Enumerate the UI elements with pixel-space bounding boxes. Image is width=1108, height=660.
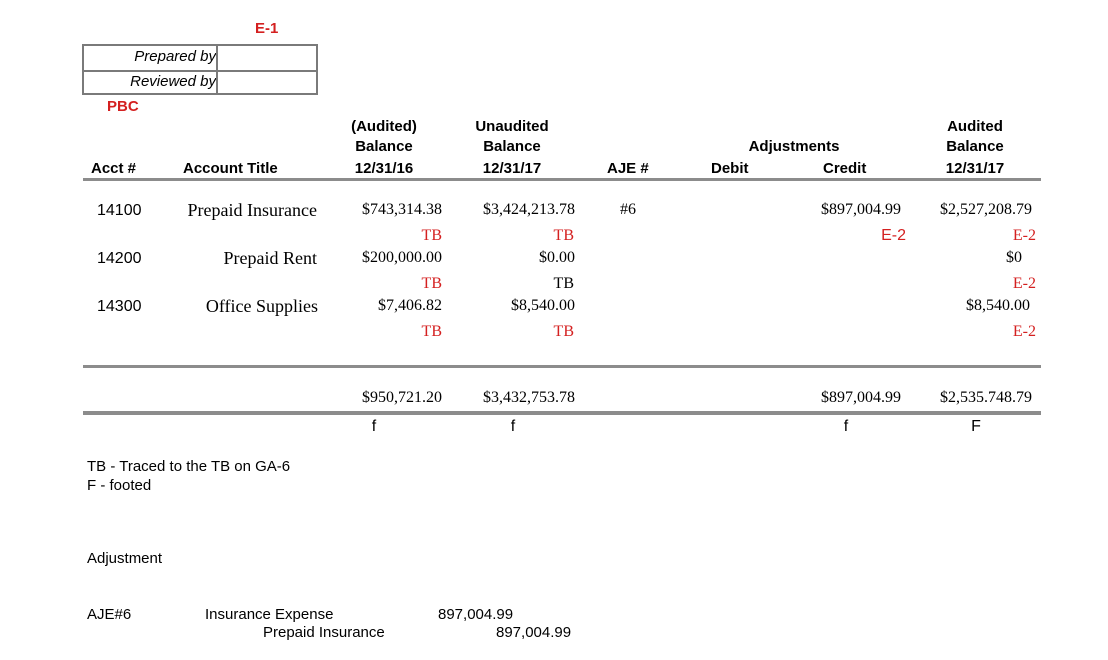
row3-tick-prior: TB	[421, 323, 442, 340]
prepared-by-label: Prepared by	[134, 48, 216, 65]
prepared-by-row	[84, 46, 316, 72]
header-aje: AJE #	[607, 160, 649, 177]
row2-acct: 14200	[97, 250, 142, 267]
total-final: $2,535.748.79	[940, 389, 1032, 406]
workpaper-reference: E-1	[255, 20, 279, 37]
prepared-by-field[interactable]	[218, 46, 316, 70]
reviewed-by-label: Reviewed by	[130, 73, 216, 90]
header-unaudited-line1: Unaudited	[475, 118, 549, 135]
foot-mark-unaudited: f	[510, 418, 516, 435]
row1-tick-prior: TB	[421, 227, 442, 244]
header-debit: Debit	[711, 160, 749, 177]
aje-credit-account: Prepaid Insurance	[263, 624, 385, 641]
row2-title: Prepaid Rent	[223, 248, 317, 268]
reviewed-by-field[interactable]	[218, 71, 316, 95]
row3-unaudited: $8,540.00	[511, 297, 575, 314]
header-audited-line1: (Audited)	[351, 118, 417, 135]
header-audited-line2: Balance	[355, 138, 413, 155]
row1-title: Prepaid Insurance	[187, 200, 317, 220]
row3-acct: 14300	[97, 298, 142, 315]
header-unaudited-line3: 12/31/17	[482, 160, 542, 177]
signoff-divider	[216, 46, 218, 93]
row1-aje: #6	[620, 201, 636, 218]
row1-credit: $897,004.99	[821, 201, 901, 218]
header-audited-line3: 12/31/16	[354, 160, 414, 177]
header-credit: Credit	[823, 160, 867, 177]
row2-tick-final: E-2	[1012, 275, 1036, 292]
row2-prior: $200,000.00	[362, 249, 442, 266]
total-prior: $950,721.20	[362, 389, 442, 406]
header-unaudited-line2: Balance	[483, 138, 541, 155]
row2-tick-prior: TB	[421, 275, 442, 292]
header-account-title: Account Title	[183, 160, 278, 177]
pbc-label: PBC	[107, 98, 139, 115]
reviewed-by-row	[84, 71, 316, 95]
row1-tick-credit: E-2	[881, 227, 906, 244]
row1-prior: $743,314.38	[362, 201, 442, 218]
header-final-line2: Balance	[946, 138, 1004, 155]
foot-mark-prior: f	[371, 418, 377, 435]
row1-tick-unaudited: TB	[553, 227, 574, 244]
total-credit: $897,004.99	[821, 389, 901, 406]
adjustment-heading: Adjustment	[87, 550, 163, 567]
signoff-box	[82, 44, 318, 95]
row2-unaudited: $0.00	[539, 249, 575, 266]
aje-number: AJE#6	[87, 606, 132, 623]
row3-title: Office Supplies	[205, 296, 318, 316]
header-adjustments: Adjustments	[748, 138, 840, 155]
header-final-line3: 12/31/17	[945, 160, 1005, 177]
header-final-line1: Audited	[947, 118, 1003, 135]
header-rule	[83, 178, 1041, 181]
row1-acct: 14100	[97, 202, 142, 219]
row3-tick-final: E-2	[1012, 323, 1036, 340]
row1-tick-final: E-2	[1012, 227, 1036, 244]
row1-final: $2,527,208.79	[940, 201, 1032, 218]
row3-tick-unaudited: TB	[553, 323, 574, 340]
foot-mark-credit: f	[843, 418, 849, 435]
legend-tb: TB - Traced to the TB on GA-6	[87, 458, 291, 475]
total-unaudited: $3,432,753.78	[483, 389, 575, 406]
row3-final: $8,540.00	[966, 297, 1030, 314]
row1-unaudited: $3,424,213.78	[483, 201, 575, 218]
aje-credit-amount: 897,004.99	[496, 624, 572, 641]
row3-prior: $7,406.82	[378, 297, 442, 314]
total-double-rule	[83, 411, 1041, 415]
row2-final: $0	[1006, 249, 1022, 266]
subtotal-rule	[83, 365, 1041, 368]
header-acct: Acct #	[91, 160, 137, 177]
legend-footed: F - footed	[87, 477, 152, 494]
foot-mark-final: F	[971, 418, 981, 435]
aje-debit-account: Insurance Expense	[205, 606, 334, 623]
row2-tick-unaudited: TB	[553, 275, 574, 292]
aje-debit-amount: 897,004.99	[438, 606, 514, 623]
